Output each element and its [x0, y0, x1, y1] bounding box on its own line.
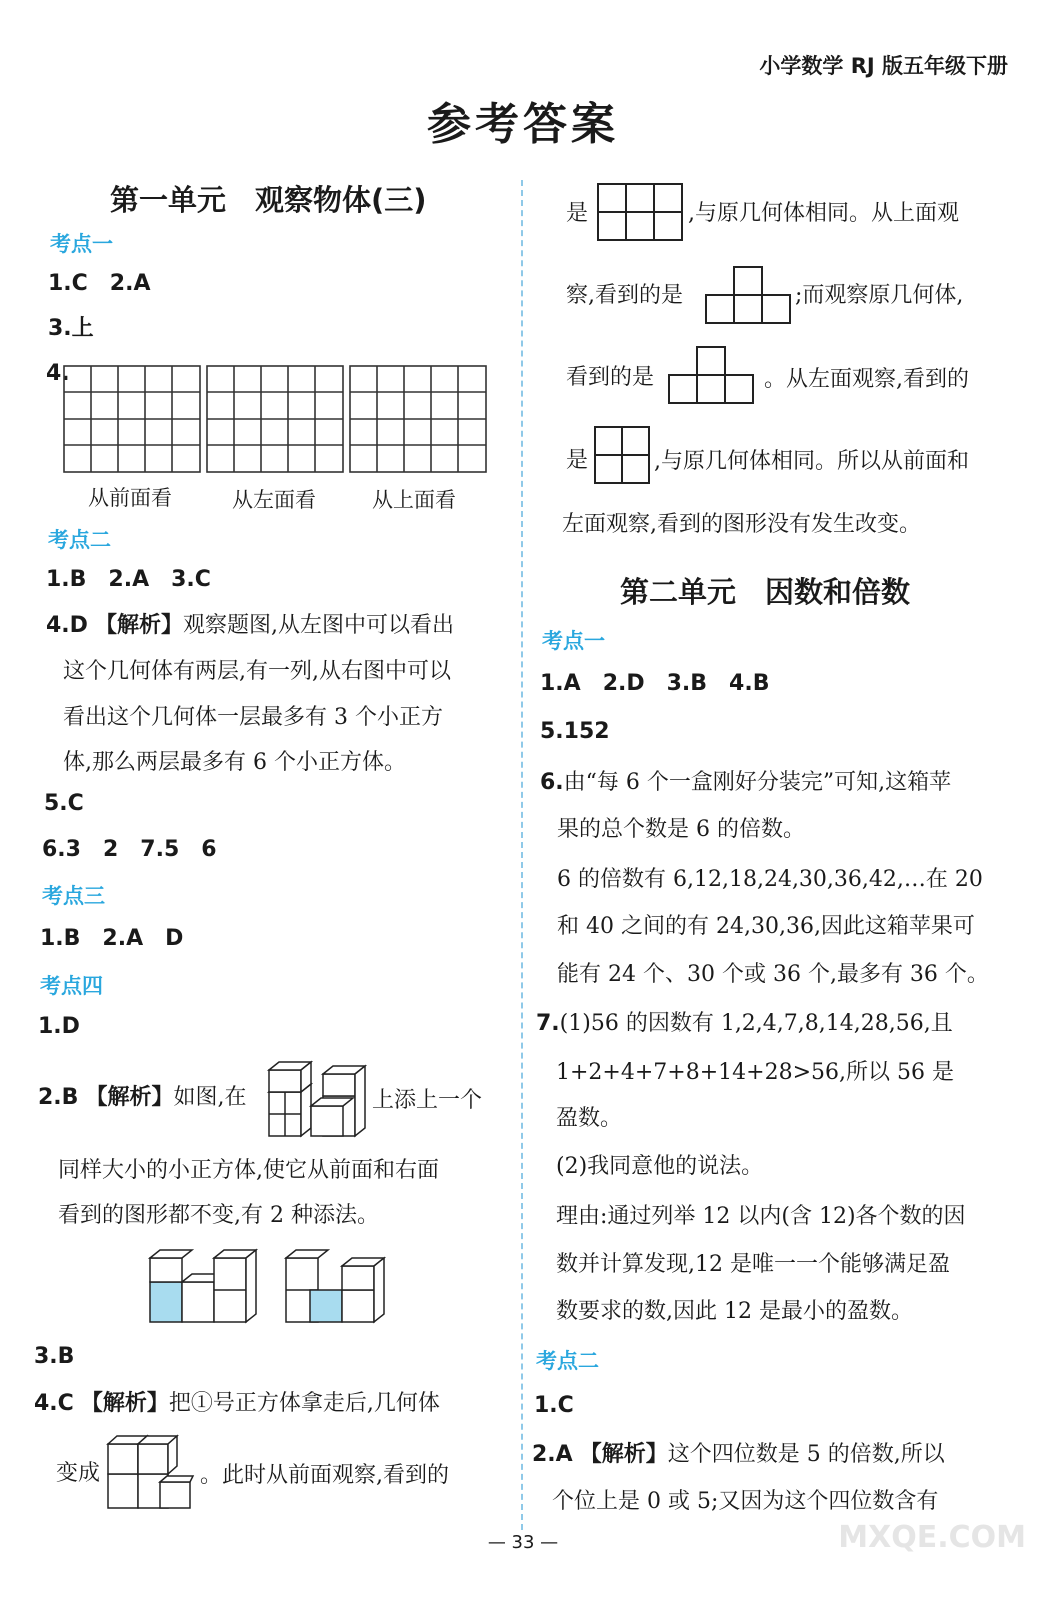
- r-c4a: 是: [566, 448, 589, 473]
- r-c3b: 。从左面观察,看到的: [764, 367, 969, 392]
- unit1-k1-heading: 考点一: [50, 232, 113, 256]
- u2k1-q7-line-b: 1+2+4+7+8+14+28>56,所以 56 是: [556, 1060, 954, 1085]
- u1k4-q4-a: 把①号正方体拿走后,几何体: [168, 1391, 440, 1416]
- r-c2a: 察,看到的是: [566, 283, 683, 308]
- u2k2-q2-line-b: 个位上是 0 或 5;又因为这个四位数含有: [552, 1489, 939, 1514]
- r-c5: 左面观察,看到的图形没有发生改变。: [562, 512, 921, 537]
- u1k2-q4-line-b: 这个几何体有两层,有一列,从右图中可以: [63, 659, 451, 684]
- u2k1-q7-line-d: (2)我同意他的说法。: [556, 1154, 764, 1179]
- u1k4-q4-line-a: [34, 1390, 440, 1418]
- r-c4b: ,与原几何体相同。所以从前面和: [654, 449, 969, 474]
- u2k1-q7-line-e: 理由:通过列举 12 以内(含 12)各个数的因: [556, 1204, 966, 1229]
- unit1-k4-heading: 考点四: [40, 974, 103, 998]
- unit1-k2-heading: 考点二: [48, 528, 111, 552]
- u1k2-line1: 1.B 2.A 3.C: [46, 567, 211, 592]
- u2k1-q7-line-f: 数并计算发现,12 是唯一一个能够满足盈: [556, 1252, 950, 1277]
- unit1-k3-heading: 考点三: [42, 884, 105, 908]
- u2k2-q2-num: 2.A: [532, 1442, 573, 1467]
- cube-answers-q2: [146, 1244, 396, 1326]
- u1k1-line2-text: 3.上: [48, 316, 94, 341]
- u2k1-q7-line-a: [536, 1010, 953, 1038]
- u1k3-line1: 1.B 2.A D: [40, 926, 184, 951]
- u1k4-q4-num: 4.C: [34, 1391, 74, 1416]
- u1k1-q4-number: 4.: [46, 361, 70, 386]
- r-c2b: ;而观察原几何体,: [795, 283, 964, 308]
- cube-answer-1: [150, 1250, 256, 1322]
- caption-top: 从上面看: [372, 488, 456, 512]
- u1k2-q4-line-d: 体,那么两层最多有 6 个小正方体。: [63, 750, 406, 775]
- grid-top-view: [350, 366, 486, 472]
- u1k2-line5: 5.C: [44, 791, 84, 816]
- u2k1-q6-a: 由“每 6 个一盒刚好分装完”可知,这箱苹: [563, 770, 952, 795]
- u2k2-q2-tag: 【解析】: [579, 1442, 668, 1467]
- page-number: — 33 —: [487, 1532, 559, 1553]
- unit2-title: 第二单元 因数和倍数: [620, 575, 911, 609]
- u2k1-q7-a: (1)56 的因数有 1,2,4,7,8,14,28,56,且: [559, 1011, 953, 1036]
- u1k4-line3: 3.B: [34, 1344, 75, 1369]
- u1k4-q2-a: 如图,在: [173, 1085, 247, 1110]
- shape-top-view-T: [703, 264, 793, 326]
- unit1-title: 第一单元 观察物体(三): [110, 183, 427, 217]
- grid-front-view: [64, 366, 200, 472]
- u2k1-q7-line-c: 盈数。: [556, 1106, 623, 1131]
- u1k4-q4-tag: 【解析】: [80, 1391, 169, 1416]
- u1k4-line1: 1.D: [38, 1014, 80, 1039]
- u2k1-line1: 1.A 2.D 3.B 4.B: [540, 671, 770, 696]
- column-divider: [521, 180, 523, 1530]
- u1k2-q4-num: 4.D: [46, 613, 88, 638]
- cube-answer-2: [286, 1250, 384, 1322]
- u2k2-line1: 1.C: [534, 1393, 574, 1418]
- book-title: 小学数学 RJ 版五年级下册: [759, 54, 1008, 78]
- r-c1a: 是: [566, 201, 589, 226]
- r-c3a: 看到的是: [566, 365, 655, 390]
- u1k4-q4-c: 。此时从前面观察,看到的: [200, 1463, 449, 1488]
- u1k4-q2-line-c: 同样大小的小正方体,使它从前面和右面: [58, 1158, 439, 1183]
- u2k2-q2-a: 这个四位数是 5 的倍数,所以: [667, 1442, 945, 1467]
- r-c1b: ,与原几何体相同。从上面观: [688, 201, 959, 226]
- u2k1-q6-line-c: 6 的倍数有 6,12,18,24,30,36,42,…在 20: [557, 867, 983, 892]
- u1k4-q2-tag: 【解析】: [85, 1085, 174, 1110]
- cube-figure-q2: [266, 1058, 370, 1140]
- page-title: 参考答案: [427, 99, 619, 150]
- u1k4-q2-line-a: [38, 1084, 246, 1112]
- u1k1-line1: 1.C 2.A: [48, 271, 151, 296]
- u1k2-q4-line-c: 看出这个几何体一层最多有 3 个小正方: [63, 705, 443, 730]
- u1k4-q2-b: 上添上一个: [372, 1088, 483, 1113]
- shape-top-view-3x2: [594, 180, 686, 244]
- u2k1-q6-line-e: 能有 24 个、30 个或 36 个,最多有 36 个。: [557, 962, 989, 987]
- shape-left-view-2x2: [592, 424, 652, 486]
- view-grids: [60, 362, 500, 477]
- u1k1-line2: [48, 315, 94, 343]
- u2k1-q6-line-b: 果的总个数是 6 的倍数。: [557, 817, 805, 842]
- u1k2-q4-a: 观察题图,从左图中可以看出: [182, 613, 454, 638]
- unit2-k1-heading: 考点一: [542, 629, 605, 653]
- u2k1-line5: 5.152: [540, 719, 610, 744]
- watermark: MXQE.COM: [838, 1520, 1026, 1555]
- cube-figure-q4: [105, 1430, 195, 1512]
- u1k4-q4-b: 变成: [56, 1461, 101, 1486]
- caption-left: 从左面看: [232, 488, 316, 512]
- shape-original-top-T: [666, 344, 756, 406]
- u1k2-line6: 6.3 2 7.5 6: [42, 837, 217, 862]
- grid-left-view: [207, 366, 343, 472]
- u2k1-q6-line-a: [540, 769, 951, 797]
- u2k1-q6-line-d: 和 40 之间的有 24,30,36,因此这箱苹果可: [557, 914, 975, 939]
- u2k2-q2-line-a: [532, 1441, 945, 1469]
- u2k1-q7-line-g: 数要求的数,因此 12 是最小的盈数。: [556, 1299, 913, 1324]
- caption-front: 从前面看: [88, 486, 172, 510]
- u2k1-q6-num: 6.: [540, 770, 564, 795]
- u2k1-q7-num: 7.: [536, 1011, 560, 1036]
- u1k4-q2-num: 2.B: [38, 1085, 79, 1110]
- u1k4-q2-line-d: 看到的图形都不变,有 2 种添法。: [58, 1203, 379, 1228]
- u1k2-q4-tag: 【解析】: [94, 613, 183, 638]
- u1k2-q4-line-a: [46, 612, 454, 640]
- unit2-k2-heading: 考点二: [536, 1349, 599, 1373]
